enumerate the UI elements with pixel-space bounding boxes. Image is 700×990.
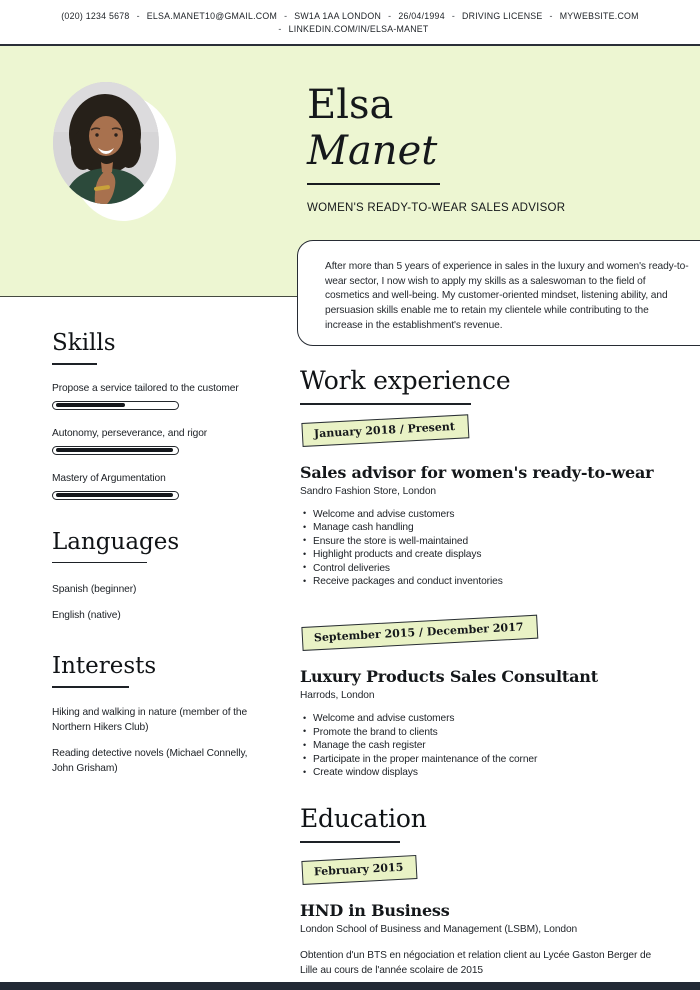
job-entry (300, 609, 664, 780)
languages-section (52, 529, 254, 624)
skill-label: Mastery of Argumentation (52, 472, 166, 484)
contact-email: ELSA.MANET10@GMAIL.COM (146, 10, 278, 21)
contact-line-2 (271, 24, 428, 34)
language-item: Spanish (beginner) (52, 584, 137, 595)
work-title: Work experience (300, 366, 511, 395)
contact-line-1 (61, 11, 638, 21)
main-column (300, 366, 664, 978)
bullet-item: • Welcome and advise customers (303, 508, 664, 522)
skill-item (52, 383, 254, 410)
date-badge: February 2015 (301, 855, 418, 885)
job-entry (300, 405, 664, 590)
skill-item (52, 428, 254, 455)
education-section (300, 804, 664, 978)
skill-item (52, 473, 254, 500)
languages-title: Languages (52, 528, 180, 555)
footer-bar (0, 982, 700, 990)
work-section (300, 366, 664, 780)
job-subtitle: Sandro Fashion Store, London (300, 485, 436, 497)
portrait-illustration (53, 82, 159, 204)
bullet-item: • Control deliveries (303, 562, 664, 576)
interests-section (52, 653, 254, 777)
contact-bar (0, 0, 700, 44)
date-badge: September 2015 / December 2017 (301, 615, 538, 651)
date-badge: January 2018 / Present (301, 414, 469, 447)
bullet-item: • Highlight products and create displays (303, 548, 664, 562)
skill-bar (52, 446, 179, 455)
interests-title: Interests (52, 653, 157, 679)
summary-text: After more than 5 years of experience in sales in the luxury and women's ready-to-wear sector, I now wish to apply my skills as a saleswoman to the field of cosmetics and well-being. My customer-oriented mindset, listening ability, and persuasion skills enable me to retain my clientele while contributing to the increase in the establishment's revenue. (325, 261, 689, 331)
job-title: Sales advisor for women's ready-to-wear (300, 462, 654, 482)
last-name: Manet (307, 128, 438, 174)
education-description: Obtention d'un BTS en négociation et relation client au Lycée Gaston Berger de Lille au cours de l'année scolaire de 2015 (300, 949, 652, 976)
skill-bar (52, 491, 179, 500)
interests-rule (52, 686, 129, 688)
bullet-item: • Participate in the proper maintenance of the corner (303, 753, 664, 767)
job-title: Luxury Products Sales Consultant (300, 667, 598, 687)
bullet-item: • Receive packages and conduct inventories (303, 575, 664, 589)
first-name: Elsa (307, 82, 394, 128)
profile-photo (53, 82, 159, 204)
skill-fill (56, 448, 173, 451)
contact-birthdate: 26/04/1994 (398, 10, 445, 21)
contact-driving-license: DRIVING LICENSE (462, 10, 543, 21)
language-item: English (native) (52, 609, 121, 621)
bullet-item: • Ensure the store is well-maintained (303, 535, 664, 549)
contact-separator: - (284, 10, 288, 21)
contact-separator: - (451, 10, 456, 21)
bullet-item: • Manage the cash register (303, 739, 664, 753)
job-bullets (300, 508, 664, 590)
bullet-item: • Create window displays (303, 766, 664, 780)
bullet-item: • Promote the brand to clients (303, 726, 664, 740)
education-entry (300, 843, 664, 979)
interest-item: Reading detective novels (Michael Connelly, John Grisham) (52, 747, 248, 774)
summary-card (297, 240, 700, 346)
school-subtitle: London School of Business and Management (LSBM), London (300, 923, 578, 935)
contact-separator: - (388, 10, 392, 21)
skill-fill (56, 403, 125, 406)
contact-linkedin: LINKEDIN.COM/IN/ELSA-MANET (288, 23, 429, 34)
role-title: WOMEN'S READY-TO-WEAR SALES ADVISOR (307, 201, 566, 214)
contact-website: MYWEBSITE.COM (559, 10, 639, 21)
job-bullets (300, 712, 664, 780)
skill-bar (52, 401, 179, 410)
interest-item: Hiking and walking in nature (member of the Northern Hikers Club) (52, 706, 248, 733)
education-title: Education (300, 804, 427, 834)
sidebar (52, 330, 254, 777)
degree-title: HND in Business (300, 900, 450, 920)
contact-separator: - (549, 10, 553, 21)
skill-fill (56, 493, 173, 496)
contact-separator: - (136, 10, 140, 21)
bullet-item: • Manage cash handling (303, 521, 664, 535)
skills-section (52, 330, 254, 500)
job-subtitle: Harrods, London (300, 690, 375, 702)
contact-phone: (020) 1234 5678 (61, 10, 130, 21)
skill-label: Propose a service tailored to the customer (52, 382, 239, 394)
skills-rule (52, 363, 97, 365)
name-underline (307, 183, 440, 185)
languages-rule (52, 562, 147, 564)
name-block (307, 82, 565, 214)
skill-label: Autonomy, perseverance, and rigor (52, 427, 208, 439)
contact-address: SW1A 1AA LONDON (294, 10, 382, 21)
contact-separator: - (278, 23, 282, 34)
skills-title: Skills (52, 330, 116, 356)
bullet-item: • Welcome and advise customers (303, 712, 664, 726)
